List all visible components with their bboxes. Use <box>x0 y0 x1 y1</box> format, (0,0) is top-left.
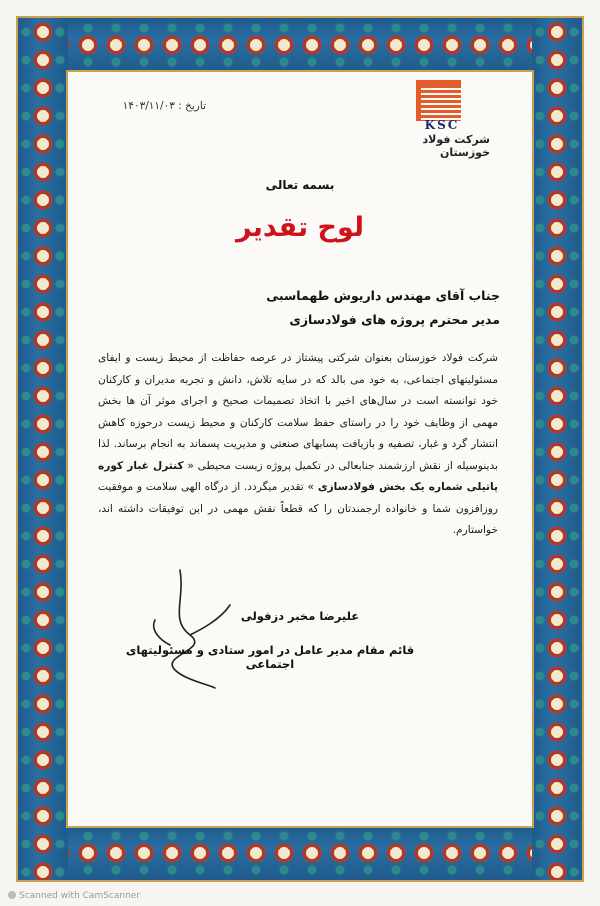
company-name: شرکت فولاد خوزستان <box>422 133 490 159</box>
signatory-role: قائم مقام مدیر عامل در امور ستادی و مسئولیتهای اجتماعی <box>125 643 415 671</box>
date-value: ۱۴۰۳/۱۱/۰۳ <box>122 100 175 112</box>
bismillah-heading: بسمه تعالی <box>265 178 335 192</box>
certificate-title: لوح تقدیر <box>235 212 365 243</box>
date-label: تاریخ : <box>178 100 206 112</box>
scanner-text: Scanned with CamScanner <box>19 891 141 901</box>
signatory-name: علیرضا مخبر دزفولی <box>240 609 360 623</box>
recipient-name: جناب آقای مهندس داریوش طهماسبی <box>266 288 500 303</box>
body-text-part2: » تقدیر میگردد. از درگاه الهی سلامت و موفقیت روزافزون شما و خانواده ارجمندتان را که قطعاً نقش مهمی در این توفیقات داشته اند، خواستارم. <box>98 481 498 536</box>
certificate-body-text <box>98 348 498 542</box>
logo-text: KSC <box>424 118 460 132</box>
scanner-watermark <box>8 891 140 901</box>
body-text-part1: شرکت فولاد خوزستان بعنوان شرکتی پیشتاز در عرصه حفاظت از محیط زیست و ایفای مسئولیتهای اجتماعی، به خود می بالد که در سایه تلاش، دانش و تجربه مدیران و کارکنان خود توانسته است در سال‌های اخیر با اتخاذ تصمیمات صحیح و اجرای موثر آن ها بخش مهمی از وظایف خود را در راستای حفظ سلامت کارکنان و محیط زیست درحوزه کاهش انتشار گرد و غبار، تصفیه و بازیافت پسابهای صنعتی و مدیریت پسماند به انجام برساند. لذا بدینوسیله از نقش ارزشمند جنابعالی در تکمیل پروژه زیست محیطی « <box>98 352 498 472</box>
project-name: کنترل غبار کوره پاتیلی شماره یک بخش فولادسازی <box>98 459 498 493</box>
recipient-position: مدیر محترم پروژه های فولادسازی <box>289 312 500 327</box>
camscanner-icon <box>8 891 16 899</box>
date-line <box>86 100 206 112</box>
